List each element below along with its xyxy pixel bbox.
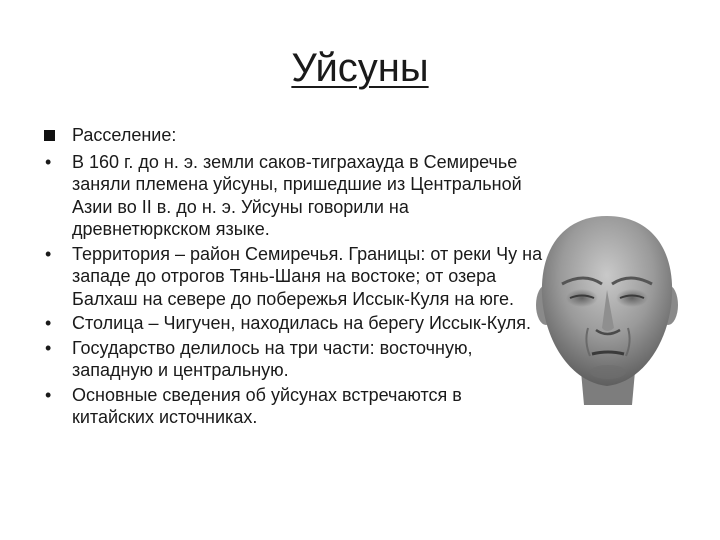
bullet-dot-icon: • [45,313,52,333]
list-item-text: Основные сведения об уйсунах встречаются в китайских источниках. [72,384,462,427]
reconstructed-head-sculpture-icon [532,210,682,410]
list-item-text: Государство делилось на три части: восточную, западную и центральную. [72,337,473,380]
section-heading [40,124,545,147]
list-item-text: Столица – Чигучен, находилась на берегу Иссык-Куля. [72,313,532,333]
bullet-dot-icon: • [45,243,52,264]
slide-title [0,44,720,92]
list-item-text: Территория – район Семиречья. Границы: от реки Чу на западе до отрогов Тянь-Шаня на востоке; от озера Балхаш на севере до побережья Иссык-Куля на юге. [72,243,543,309]
bullet-dot-icon: • [45,151,52,172]
square-bullet-icon [44,130,55,141]
bullet-list [40,151,545,429]
slide-content [40,124,545,431]
bullet-dot-icon: • [45,384,52,405]
slide-title-text: Уйсуны [291,46,429,90]
list-item [40,384,545,429]
list-item [40,337,545,382]
section-heading-text: Расселение: [72,125,177,145]
bullet-dot-icon: • [45,337,52,358]
list-item-text: В 160 г. до н. э. земли саков-тиграхауда в Семиречье заняли племена уйсуны, пришедшие из Центральной Азии во II в. до н. э. Уйсуны говорили на древнетюркском языке. [72,151,522,239]
list-item [40,312,545,335]
list-item [40,243,545,311]
list-item [40,151,545,241]
